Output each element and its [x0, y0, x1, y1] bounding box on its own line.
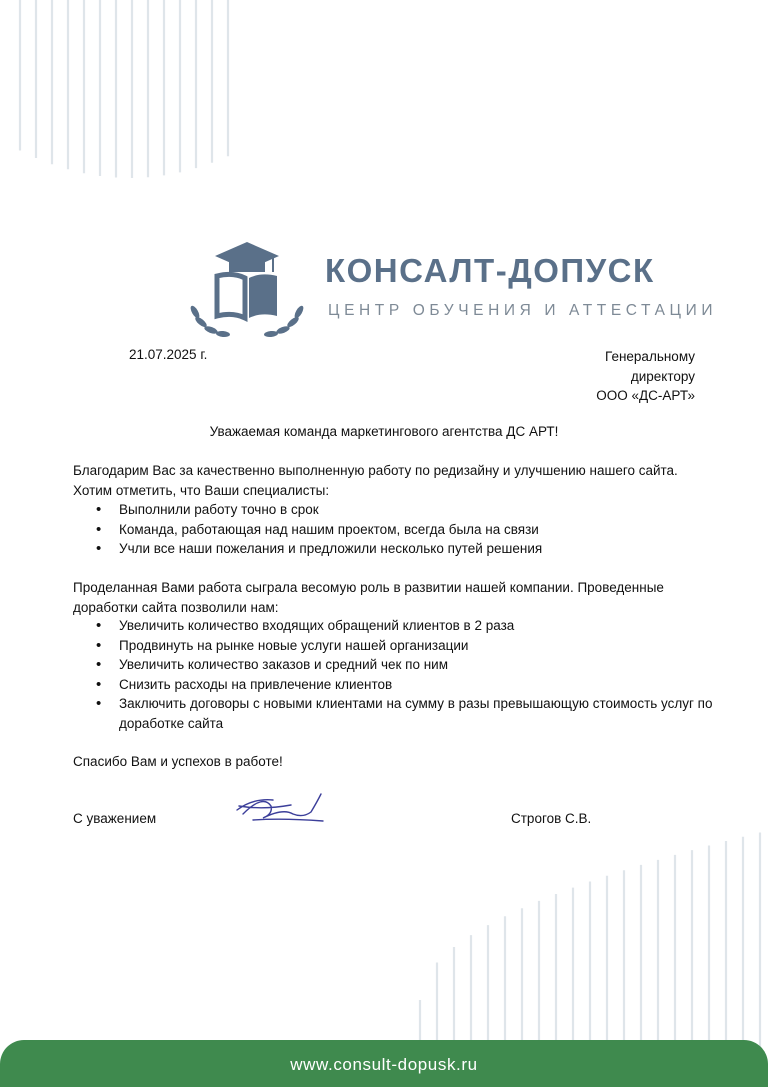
addressee-line: Генеральному: [605, 349, 695, 364]
list-item: • Команда, работающая над нашим проектом, всегда была на связи: [73, 520, 713, 540]
logo-emblem-icon: [183, 238, 313, 340]
addressee-line: ООО «ДС-АРТ»: [596, 388, 695, 403]
list-item: • Выполнили работу точно в срок: [73, 500, 713, 520]
list-item: • Снизить расходы на привлечение клиентов: [73, 675, 713, 695]
salutation: Уважаемая команда маркетингового агентства ДС АРТ!: [209, 424, 559, 439]
bullet-list-results: [73, 616, 713, 733]
list-item: • Продвинуть на рынке новые услуги нашей организации: [73, 636, 713, 656]
thanks-line: Спасибо Вам и успехов в работе!: [73, 754, 283, 769]
addressee-line: директору: [630, 368, 695, 384]
list-item: • Учли все наши пожелания и предложили несколько путей решения: [73, 539, 713, 559]
footer-bar: [0, 1040, 768, 1087]
closing-phrase: С уважением: [73, 811, 157, 826]
list-item: • Увеличить количество заказов и средний чек по ним: [73, 655, 713, 675]
addressee-block: [596, 347, 695, 406]
footer-website[interactable]: www.consult-dopusk.ru: [290, 1055, 478, 1074]
logo-subtitle: ЦЕНТР ОБУЧЕНИЯ И АТТЕСТАЦИИ: [328, 302, 718, 319]
list-item: • Увеличить количество входящих обращений клиентов в 2 раза: [73, 616, 713, 636]
signature-image: [233, 788, 328, 828]
logo-title: КОНСАЛТ-ДОПУСК: [325, 252, 655, 289]
bullet-list-specialists: [73, 500, 713, 559]
list-item: • Заключить договоры с новыми клиентами на сумму в разы превышающую стоимость услуг по доработке сайта: [73, 694, 713, 733]
signer-name: Строгов С.В.: [511, 811, 592, 826]
paragraph-results: Проделанная Вами работа сыграла весомую роль в развитии нашей компании. Проведенные доработки сайта позволили нам:: [73, 580, 664, 615]
paragraph-intro: Благодарим Вас за качественно выполненную работу по редизайну и улучшению нашего сайта. Хотим отметить, что Ваши специалисты:: [73, 463, 678, 498]
company-logo: [183, 238, 718, 340]
letter-date: 21.07.2025 г.: [129, 347, 208, 362]
